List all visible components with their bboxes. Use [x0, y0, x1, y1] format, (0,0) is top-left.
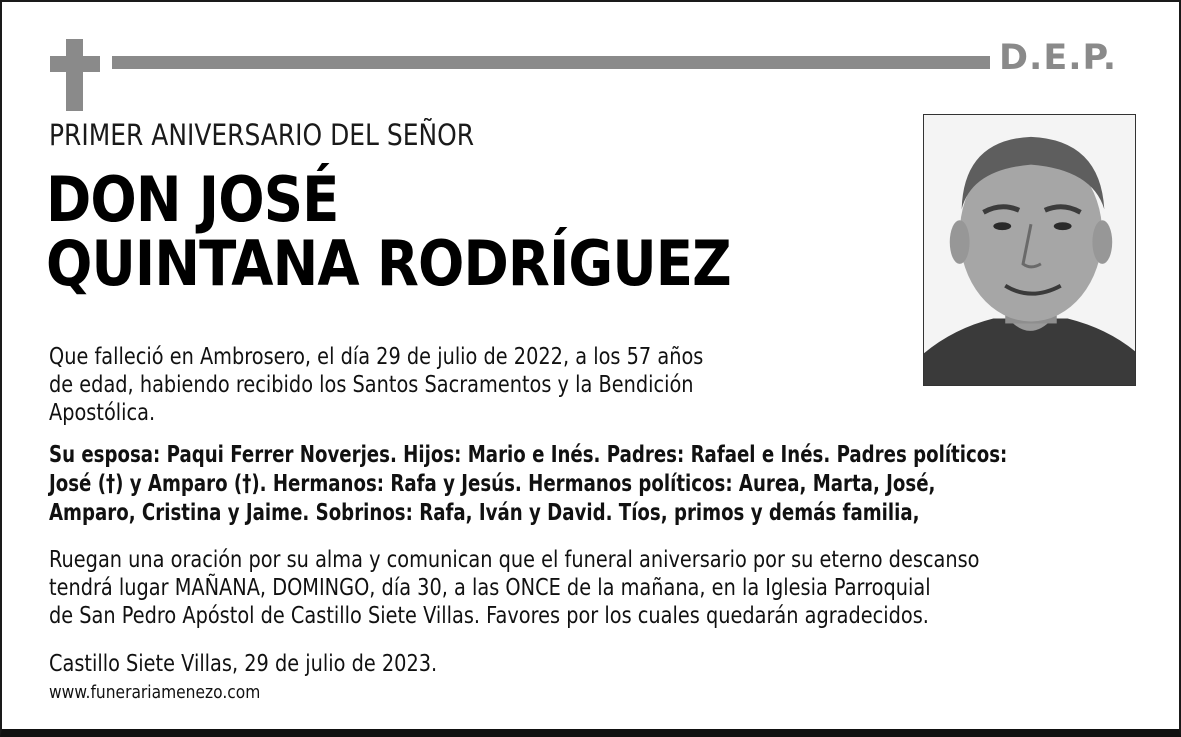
family-line: Amparo, Cristina y Jaime. Sobrinos: Rafa, Iván y David. Tíos, primos y demás familia, — [49, 500, 920, 526]
website-link[interactable]: www.funerariamenezo.com — [49, 682, 261, 703]
subtitle: PRIMER ANIVERSARIO DEL SEÑOR — [49, 118, 475, 152]
death-notice-line: Apostólica. — [49, 400, 156, 426]
death-notice-line: Que falleció en Ambrosero, el día 29 de julio de 2022, a los 57 años — [49, 344, 704, 370]
header-rule — [112, 56, 990, 69]
dep-label: D.E.P. — [999, 38, 1118, 78]
funeral-request — [49, 546, 979, 630]
portrait-image — [924, 115, 1135, 385]
death-notice-line: de edad, habiendo recibido los Santos Sacramentos y la Bendición — [49, 372, 694, 398]
family-line: Su esposa: Paqui Ferrer Noverjes. Hijos: Mario e Inés. Padres: Rafael e Inés. Padres políticos: — [49, 442, 1008, 468]
request-line: de San Pedro Apóstol de Castillo Siete Villas. Favores por los cuales quedarán agradecidos. — [49, 603, 929, 629]
deceased-name — [46, 163, 731, 300]
request-line: tendrá lugar MAÑANA, DOMINGO, día 30, a las ONCE de la mañana, en la Iglesia Parroquial — [49, 575, 931, 601]
place-date: Castillo Siete Villas, 29 de julio de 2023. — [49, 651, 438, 677]
portrait-photo — [923, 114, 1136, 386]
name-line-1: DON JOSÉ — [46, 163, 339, 236]
family-line: José (†) y Amparo (†). Hermanos: Rafa y Jesús. Hermanos políticos: Aurea, Marta, José, — [49, 471, 936, 497]
request-line: Ruegan una oración por su alma y comunican que el funeral aniversario por su eterno descanso — [49, 547, 980, 573]
death-notice — [49, 343, 703, 427]
cross-icon — [50, 39, 100, 111]
name-line-2: QUINTANA RODRÍGUEZ — [46, 227, 731, 300]
family-list — [49, 441, 1007, 528]
